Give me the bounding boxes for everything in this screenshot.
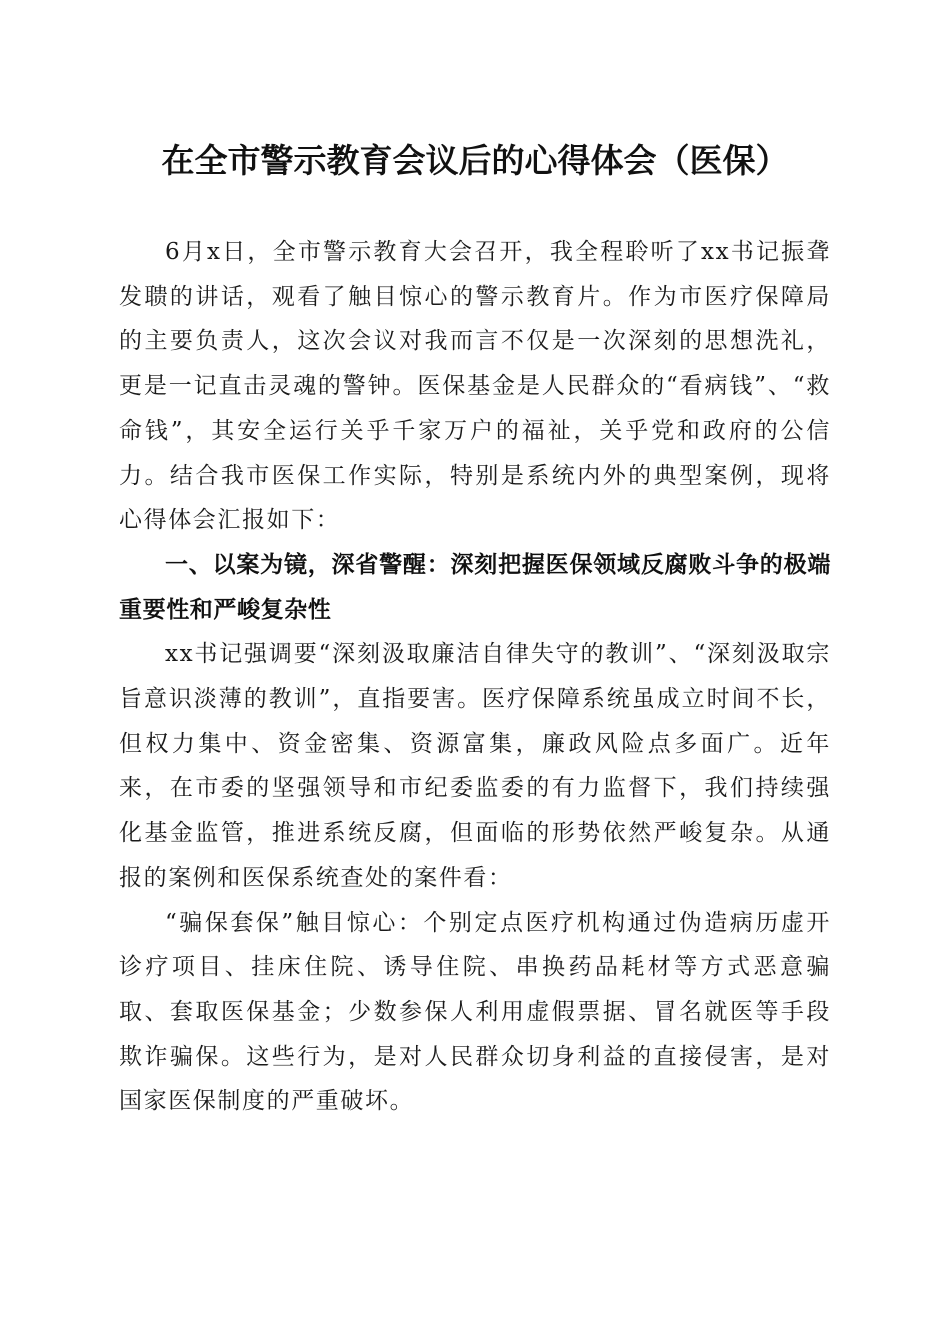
document-title: 在全市警示教育会议后的心得体会（医保） [161,141,789,180]
intro-paragraph: 6月x日，全市警示教育大会召开，我全程聆听了xx书记振聋发聩的讲话，观看了触目惊心的警示教育片。作为市医疗保障局的主要负责人，这次会议对我而言不仅是一次深刻的思想洗礼，更是一记直击灵魂的警钟。医保基金是人民群众的“看病钱”、“救命钱”，其安全运行关乎千家万户的福祉，关乎党和政府的公信力。结合我市医保工作实际，特别是系统内外的典型案例，现将心得体会汇报如下： [119,239,831,534]
fraud-paragraph: “骗保套保”触目惊心：个别定点医疗机构通过伪造病历虚开诊疗项目、挂床住院、诱导住院、串换药品耗材等方式恶意骗取、套取医保基金；少数参保人利用虚假票据、冒名就医等手段欺诈骗保。这些行为，是对人民群众切身利益的直接侵害，是对国家医保制度的严重破坏。 [119,909,831,1115]
section-1-paragraph: xx书记强调要“深刻汲取廉洁自律失守的教训”、“深刻汲取宗旨意识淡薄的教训”，直指要害。医疗保障系统虽成立时间不长，但权力集中、资金密集、资源富集，廉政风险点多面广。近年来，在市委的坚强领导和市纪委监委的有力监督下，我们持续强化基金监管，推进系统反腐，但面临的形势依然严峻复杂。从通报的案例和医保系统查处的案件看： [119,641,831,891]
document-body [119,230,831,1124]
section-heading-1: 一、以案为镜，深省警醒：深刻把握医保领域反腐败斗争的极端重要性和严峻复杂性 [119,551,831,623]
